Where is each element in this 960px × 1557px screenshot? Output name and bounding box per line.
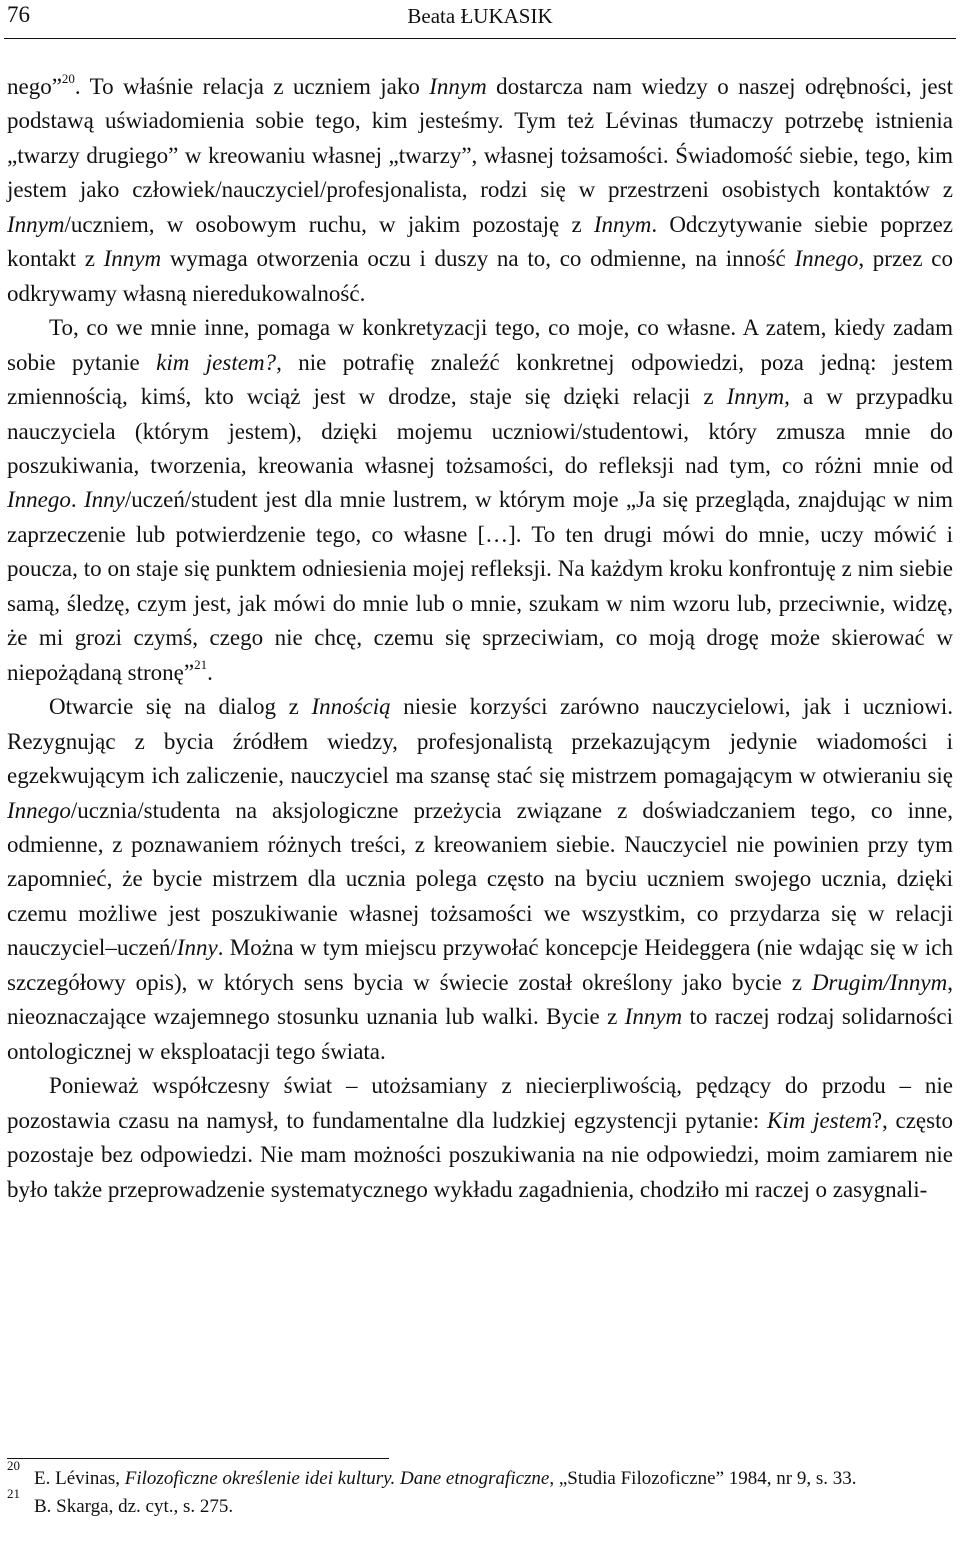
text-run: ?, często pozostaje bez odpowiedzi. Nie mam możności poszukiwania na nie odpowiedzi, moim zamiarem nie było także przeprowadzenie systematycznego wykładu zagadnienia, chodziło mi raczej o zasygnali- — [7, 1107, 953, 1202]
italic-term: Inny — [176, 935, 218, 961]
text-run: To, co we mnie inne, pomaga w konkretyzacji tego, co moje, co własne. A zatem, kiedy zadam sobie pytanie — [7, 315, 953, 375]
text-run: wymaga otworzenia oczu i duszy na to, co odmienne, na inność — [161, 246, 795, 272]
italic-term: Innego — [7, 487, 71, 513]
text-run: . Odczytywanie siebie poprzez kontakt z — [7, 211, 953, 272]
text-run: , nie potrafię znaleźć konkretnej odpowiedzi, poza jedną: jestem zmiennością, kimś, kto wciąż jest w drodze, staje się dzięki relacji z — [7, 349, 953, 410]
italic-term: Innym — [593, 211, 652, 237]
italic-term: Innym — [429, 74, 487, 99]
running-head-author: Beata ŁUKASIK — [407, 4, 553, 28]
italic-term: kim jestem? — [156, 349, 277, 375]
text-run: /ucznia/studenta na aksjologiczne przeżycia związane z doświadczaniem tego, co inne, odmienne, z poznawaniem różnych treści, z kreowaniem siebie. Nauczyciel nie powinien przy tym zapomnieć, że bycie mistrzem dla ucznia polega często na byciu uczniem swojego ucznia, dzięki czemu możliwe jest poszukiwanie własnej tożsamości we wszystkim, co przydarza się w relacji nauczyciel–uczeń/ — [7, 797, 953, 961]
italic-term: Kim jestem — [767, 1107, 872, 1133]
text-run: Ponieważ współczesny świat – utożsamiany z niecierpliwością, pędzący do przodu – nie pozostawia czasu na namysł, to fundamentalne dla ludzkiej egzystencji pytanie: — [7, 1073, 953, 1133]
text-run: /uczniem, w osobowym ruchu, w jakim pozostaję z — [64, 211, 594, 237]
text-run: , „Studia Filozoficzne” 1984, nr 9, s. 33. — [549, 1468, 857, 1489]
italic-term: Innego — [7, 797, 71, 823]
italic-term: Innym — [624, 1004, 683, 1030]
header-rule — [4, 38, 956, 39]
page-header — [0, 0, 960, 40]
text-run: Otwarcie się na dialog z — [49, 694, 312, 720]
text-run: E. Lévinas, — [34, 1468, 125, 1489]
page-number: 76 — [7, 2, 30, 27]
italic-term: Innym — [103, 246, 162, 272]
paragraph-2 — [7, 311, 953, 690]
text-run: . To właśnie relacja z uczniem jako — [74, 74, 430, 99]
footnote-separator — [7, 1458, 389, 1459]
text-run: B. Skarga, dz. cyt., s. 275. — [34, 1496, 234, 1517]
text-run: /uczeń/student jest dla mnie lustrem, w którym moje „Ja się przegląda, znajdując w nim zaprzeczenie lub potwierdzenie tego, co własne […]. To ten drugi mówi do mnie, uczy mówić i poucza, to on staje się punktem odniesienia mojej refleksji. Na każdym kroku konfrontuję z nim siebie samą, śledzę, czym jest, jak mówi do mnie lub o mnie, szukam w nim wzoru lub, przeciwnie, widzę, że mi grozi czymś, czego nie chcę, czemu się sprzeciwiam, co moją drogę może skierować w niepożądaną stronę” — [7, 487, 953, 685]
text-run: , nieoznaczające wzajemnego stosunku uznania lub walki. Bycie z — [7, 969, 953, 1030]
text-run: . Można w tym miejscu przywołać koncepcje Heideggera (nie wdając się w ich szczegółowy opis), w których sens bycia w świecie został określony jako bycie z — [7, 935, 953, 995]
footnote-ref-21: 21 — [194, 656, 208, 672]
footnote-21: 21 B. Skarga, dz. cyt., s. 275. — [7, 1486, 234, 1517]
text-run: . — [70, 487, 84, 513]
paragraph-3 — [7, 690, 953, 1069]
text-run: nego” — [7, 74, 62, 99]
paragraph-1 — [7, 70, 953, 311]
footnotes — [7, 1458, 953, 1520]
footnote-ref-20: 20 — [61, 71, 75, 86]
paragraph-4 — [7, 1069, 953, 1207]
italic-term: Inny — [83, 487, 125, 513]
text-run: to raczej rodzaj solidarności ontologicznej w eksploatacji tego świata. — [7, 1004, 953, 1064]
italic-term: Innością — [311, 694, 391, 720]
italic-term: Innym, — [726, 384, 790, 410]
italic-term: Innego — [794, 246, 859, 272]
body-text — [7, 70, 953, 1207]
italic-term: Drugim/Innym — [811, 969, 948, 995]
text-run: . — [207, 659, 213, 685]
footnote-20: 20 E. Lévinas, Filozoficzne określenie idei kultury. Dane etnograficzne, „Studia Filozoficzne” 1984, nr 9, s. 33. — [7, 1458, 857, 1489]
text-run: a w przypadku nauczyciela (którym jestem), dzięki mojemu uczniowi/studentowi, który zmusza mnie do poszukiwania, tworzenia, kreowania własnej tożsamości, do refleksji nad tym, co różni mnie od — [7, 384, 953, 478]
italic-term: Innym — [7, 211, 65, 237]
text-run: niesie korzyści zarówno nauczycielowi, jak i uczniowi. Rezygnując z bycia źródłem wiedzy, profesjonalistą przekazującym jedynie wiadomości i egzekwującym ich zaliczenie, nauczyciel ma szansę stać się mistrzem pomagającym w otwieraniu się — [7, 694, 953, 789]
italic-title: Filozoficzne określenie idei kultury. Dane etnograficzne — [124, 1468, 550, 1489]
text-run: , przez co odkrywamy własną nieredukowalność. — [7, 246, 953, 306]
text-run: dostarcza nam wiedzy o naszej odrębności, jest podstawą uświadomienia sobie tego, kim jesteśmy. Tym też Lévinas tłumaczy potrzebę istnienia „twarzy drugiego” w kreowaniu własnej „twarzy”, własnej tożsamości. Świadomość siebie, tego, kim jestem jako człowiek/nauczyciel/profesjonalista, rodzi się w przestrzeni osobistych kontaktów z — [7, 74, 953, 203]
